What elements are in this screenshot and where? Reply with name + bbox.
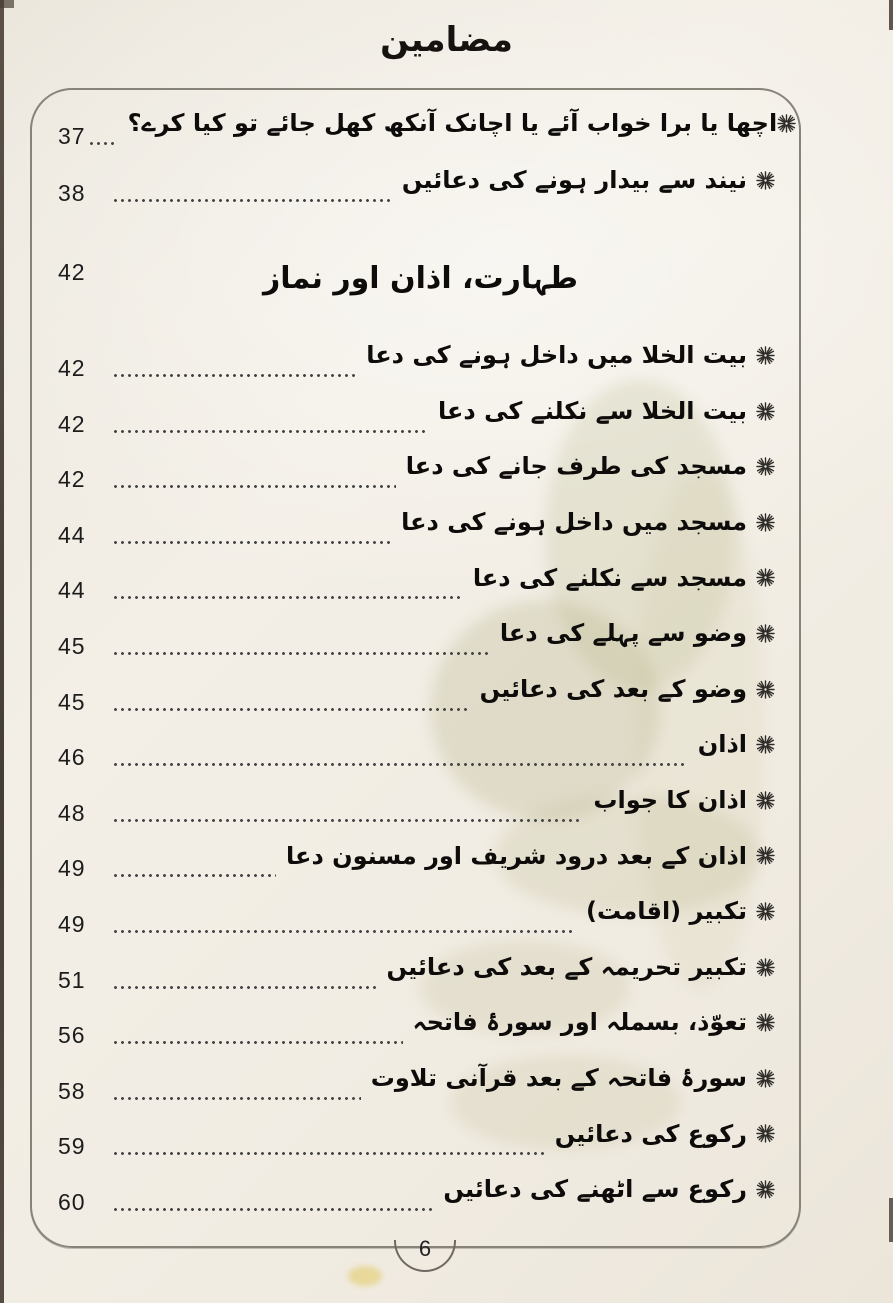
- toc-entry-row: [58, 939, 783, 995]
- entry-title: وضو سے پہلے کی دعا: [499, 619, 747, 648]
- entry-page-number: 49: [58, 910, 86, 937]
- dotted-leader: [112, 1151, 545, 1156]
- toc-entry-row: [58, 1161, 783, 1217]
- snowflake-bullet-icon: [747, 513, 783, 550]
- toc-entry-row: [58, 550, 783, 606]
- snowflake-bullet-icon: [747, 624, 783, 661]
- snowflake-bullet-icon: [747, 846, 783, 883]
- entry-title: رکوع سے اٹھنے کی دعائیں: [443, 1175, 747, 1204]
- folio-page-number: 6: [418, 1236, 432, 1261]
- dotted-leader: [112, 1096, 361, 1101]
- entry-title: وضو کے بعد کی دعائیں: [479, 674, 747, 703]
- entry-title: تکبیر (اقامت): [585, 897, 747, 926]
- dotted-leader: [88, 141, 118, 146]
- toc-entry-row: [58, 828, 783, 884]
- dotted-leader: [112, 1207, 433, 1212]
- toc-entry-row: [58, 772, 783, 828]
- entry-title: نیند سے بیدار ہونے کی دعائیں: [401, 166, 747, 195]
- toc-entry-row: [58, 1050, 783, 1106]
- entry-page-number: 42: [58, 355, 86, 381]
- toc-entry-row: [58, 883, 783, 939]
- entry-page-number: 51: [58, 966, 86, 993]
- folio-arc-decoration: [394, 1236, 456, 1272]
- dotted-leader: [112, 198, 392, 203]
- snowflake-bullet-icon: [747, 402, 783, 439]
- entry-page-number: 56: [58, 1022, 86, 1049]
- entry-page-number: 45: [58, 688, 86, 715]
- toc-entry-row: [58, 661, 783, 717]
- entry-title: اچھا یا برا خواب آئے یا اچانک آنکھ کھل جائے تو کیا کرے؟: [127, 109, 778, 138]
- entry-title: اذان کے بعد درود شریف اور مسنون دعا: [286, 841, 747, 870]
- entry-title: بیت الخلا سے نکلنے کی دعا: [438, 396, 747, 425]
- entry-page-number: 37: [58, 123, 86, 149]
- toc-entries: [58, 312, 783, 1217]
- toc-section-row: [58, 208, 783, 312]
- section-page-number: 42: [58, 259, 86, 285]
- entry-title: سورۂ فاتحہ کے بعد قرآنی تلاوت: [370, 1063, 747, 1092]
- entry-title: رکوع کی دعائیں: [554, 1119, 747, 1148]
- entry-title: تعوّذ، بسملہ اور سورۂ فاتحہ: [412, 1008, 747, 1037]
- folio: [30, 1236, 820, 1272]
- entry-page-number: 58: [58, 1077, 86, 1104]
- dotted-leader: [112, 540, 391, 545]
- snowflake-bullet-icon: [747, 958, 783, 995]
- contents-list: [34, 92, 797, 1244]
- dotted-leader: [112, 373, 356, 378]
- snowflake-bullet-icon: [747, 680, 783, 717]
- dotted-leader: [112, 873, 276, 878]
- entry-title: تکبیر تحریمہ کے بعد کی دعائیں: [386, 952, 747, 981]
- dotted-leader: [112, 707, 470, 712]
- entry-page-number: 44: [58, 521, 86, 548]
- dotted-leader: [112, 484, 396, 489]
- entry-page-number: 42: [58, 410, 86, 437]
- snowflake-bullet-icon: [747, 346, 783, 383]
- snowflake-bullet-icon: [777, 114, 796, 151]
- snowflake-bullet-icon: [747, 1124, 783, 1161]
- page-title: مضامین: [380, 20, 513, 60]
- snowflake-bullet-icon: [747, 457, 783, 494]
- toc-entry-row: [58, 717, 783, 773]
- dotted-leader: [112, 651, 490, 656]
- toc-entry-row: [58, 151, 783, 208]
- entry-title: اذان کا جواب: [593, 785, 747, 814]
- snowflake-bullet-icon: [747, 1013, 783, 1050]
- toc-entry-row: [58, 494, 783, 550]
- scan-edge-right-bottom: [889, 1198, 893, 1242]
- snowflake-bullet-icon: [747, 902, 783, 939]
- entry-page-number: 45: [58, 632, 86, 659]
- dotted-leader: [112, 985, 377, 990]
- snowflake-bullet-icon: [747, 171, 783, 208]
- section-heading: طہارت، اذان اور نماز: [263, 261, 578, 296]
- toc-entries-before-section: [58, 94, 783, 208]
- entry-title: اذان: [697, 730, 747, 759]
- entry-title: مسجد میں داخل ہونے کی دعا: [401, 507, 747, 536]
- dotted-leader: [112, 1040, 403, 1045]
- toc-entry-row: [58, 383, 783, 439]
- entry-title: مسجد کی طرف جانے کی دعا: [405, 452, 747, 481]
- toc-entry-row: [58, 1106, 783, 1162]
- entry-page-number: 48: [58, 799, 86, 826]
- entry-page-number: 38: [58, 180, 86, 206]
- toc-entry-row: [58, 94, 783, 151]
- dotted-leader: [112, 595, 463, 600]
- snowflake-bullet-icon: [747, 568, 783, 605]
- entry-page-number: 60: [58, 1188, 86, 1215]
- dotted-leader: [112, 762, 688, 767]
- scan-edge-left: [0, 0, 4, 1303]
- entry-page-number: 49: [58, 855, 86, 882]
- entry-page-number: 44: [58, 577, 86, 604]
- entry-page-number: 42: [58, 466, 86, 493]
- scan-edge-top-left: [0, 0, 14, 8]
- toc-entry-row: [58, 995, 783, 1051]
- entry-page-number: 46: [58, 744, 86, 771]
- dotted-leader: [112, 818, 583, 823]
- entry-title: مسجد سے نکلنے کی دعا: [472, 563, 747, 592]
- contents-frame: [30, 88, 801, 1248]
- dotted-leader: [112, 429, 428, 434]
- scan-edge-right-top: [889, 0, 893, 30]
- entry-title: بیت الخلا میں داخل ہونے کی دعا: [366, 341, 747, 370]
- toc-entry-row: [58, 439, 783, 495]
- toc-entry-row: [58, 312, 783, 383]
- snowflake-bullet-icon: [747, 735, 783, 772]
- entry-page-number: 59: [58, 1133, 86, 1160]
- snowflake-bullet-icon: [747, 1180, 783, 1217]
- dotted-leader: [112, 929, 576, 934]
- toc-entry-row: [58, 605, 783, 661]
- snowflake-bullet-icon: [747, 791, 783, 828]
- snowflake-bullet-icon: [747, 1069, 783, 1106]
